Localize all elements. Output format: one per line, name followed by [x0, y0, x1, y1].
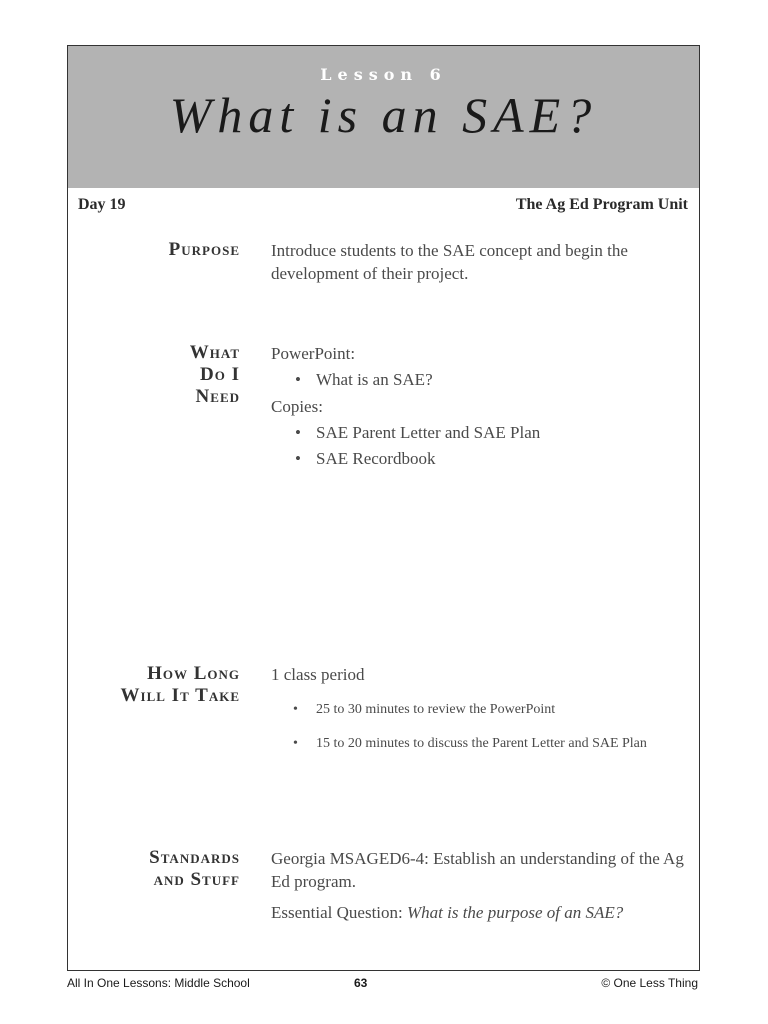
copies-list: [271, 420, 691, 472]
page-number: 63: [354, 976, 368, 990]
need-heading: What Do I Need: [189, 342, 240, 407]
essential-question: Essential Question: What is the purpose of an SAE?: [271, 903, 624, 922]
footer-book-title: All In One Lessons: Middle School: [67, 976, 250, 990]
list-item: • SAE Recordbook: [271, 446, 691, 472]
how-long-list: [271, 700, 691, 754]
copies-label: Copies:: [271, 397, 323, 416]
list-item: • 15 to 20 minutes to discuss the Parent Letter and SAE Plan: [271, 734, 691, 754]
standards-heading: Standards and Stuff: [149, 847, 240, 890]
powerpoint-list: [271, 367, 691, 393]
purpose-heading: Purpose: [168, 239, 240, 260]
powerpoint-label: PowerPoint:: [271, 344, 356, 363]
list-item: • 25 to 30 minutes to review the PowerPoint: [271, 700, 691, 720]
standards-text: Georgia MSAGED6-4: Establish an understanding of the Ag Ed program.: [271, 849, 684, 891]
purpose-text: Introduce students to the SAE concept and begin the development of their project.: [271, 241, 628, 283]
list-item: • What is an SAE?: [271, 367, 691, 393]
need-content: [271, 342, 691, 474]
list-item: • SAE Parent Letter and SAE Plan: [271, 420, 691, 446]
standards-content: [271, 847, 691, 924]
how-long-summary: 1 class period: [271, 665, 365, 684]
footer-copyright: © One Less Thing: [601, 976, 698, 990]
lesson-label: Lesson 6: [320, 65, 447, 84]
lesson-title: What is an SAE?: [169, 87, 598, 143]
lesson-frame: [67, 45, 700, 971]
page-footer: [67, 976, 700, 992]
day-label: Day 19: [78, 196, 126, 213]
lesson-banner: [68, 46, 699, 188]
how-long-content: [271, 663, 691, 768]
how-long-heading: How Long Will It Take: [120, 663, 240, 706]
unit-label: The Ag Ed Program Unit: [515, 196, 688, 213]
